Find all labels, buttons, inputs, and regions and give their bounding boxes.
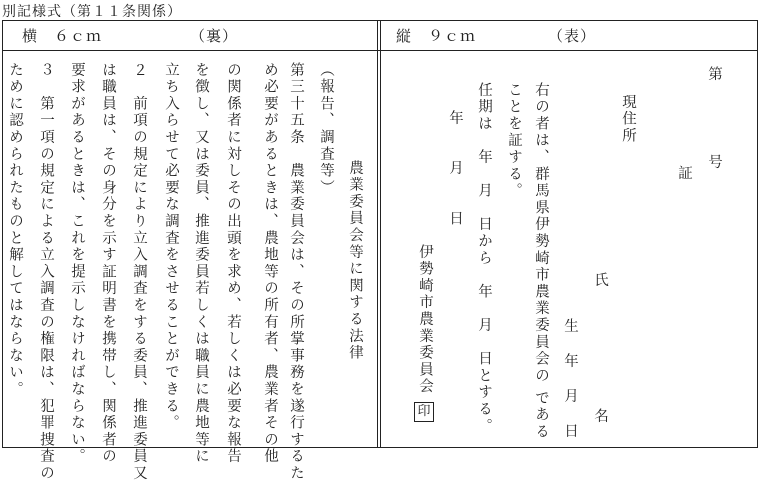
- fold-divider: [377, 20, 381, 448]
- statement-line-2: ことを証する。: [506, 82, 522, 200]
- article-line-8: 要求があるときは、これを提示しなければならない。: [69, 62, 85, 466]
- article-line-2: め必要があるときは、農地等の所有者、農業者その他: [262, 62, 278, 466]
- cert-number-dai: 第: [706, 66, 722, 81]
- article-line-5: 立ち入らせて必要な調査をさせることができる。: [163, 62, 179, 432]
- law-subtitle: （報告、調査等）: [318, 62, 334, 197]
- back-side-label: （裏）: [190, 27, 239, 45]
- article-line-6: ２ 前項の規定により立入調査をする委員、推進委員又: [131, 62, 147, 482]
- seal-mark: 印: [414, 402, 434, 422]
- law-title: 農業委員会等に関する法律: [347, 160, 363, 362]
- front-side-label: （表）: [548, 27, 597, 45]
- issuer-name: 伊勢崎市農業委員会: [417, 244, 433, 396]
- article-line-4: を徴し、又は委員、推進委員若しくは職員に農地等に: [193, 62, 209, 466]
- article-line-3: の関係者に対しその出頭を求め、若しくは必要な報告: [225, 62, 241, 466]
- article-line-7: は職員は、その身分を示す証明書を携帯し、関係者の: [100, 62, 116, 466]
- statement-line-1: 右の者は、群馬県伊勢崎市農業委員会の: [533, 82, 549, 385]
- address-label: 現住所: [620, 94, 636, 145]
- form-caption: 別記様式（第１１条関係）: [2, 4, 182, 20]
- article-line-9: ３ 第一項の規定による立入調査の権限は、犯罪捜査の: [38, 62, 54, 482]
- issue-date: 年 月 日: [447, 110, 463, 228]
- name-shi: 氏: [592, 272, 608, 287]
- statement-dearu: である: [533, 390, 549, 441]
- name-mei: 名: [592, 408, 608, 423]
- article-line-1: 第三十五条 農業委員会は、その所掌事務を遂行するた: [288, 62, 304, 482]
- birth-date: 生 年 月 日: [562, 318, 578, 441]
- front-size-label: 縦 ９ｃｍ: [396, 27, 477, 45]
- cert-sho: 証: [676, 165, 692, 180]
- cert-number-go: 号: [706, 154, 722, 169]
- term-of-office: 任期は 年 月 日から 年 月 日とする。: [476, 82, 492, 435]
- back-size-label: 横 ６ｃｍ: [22, 27, 103, 45]
- article-line-10: ために認められたものと解してはならない。: [7, 62, 23, 398]
